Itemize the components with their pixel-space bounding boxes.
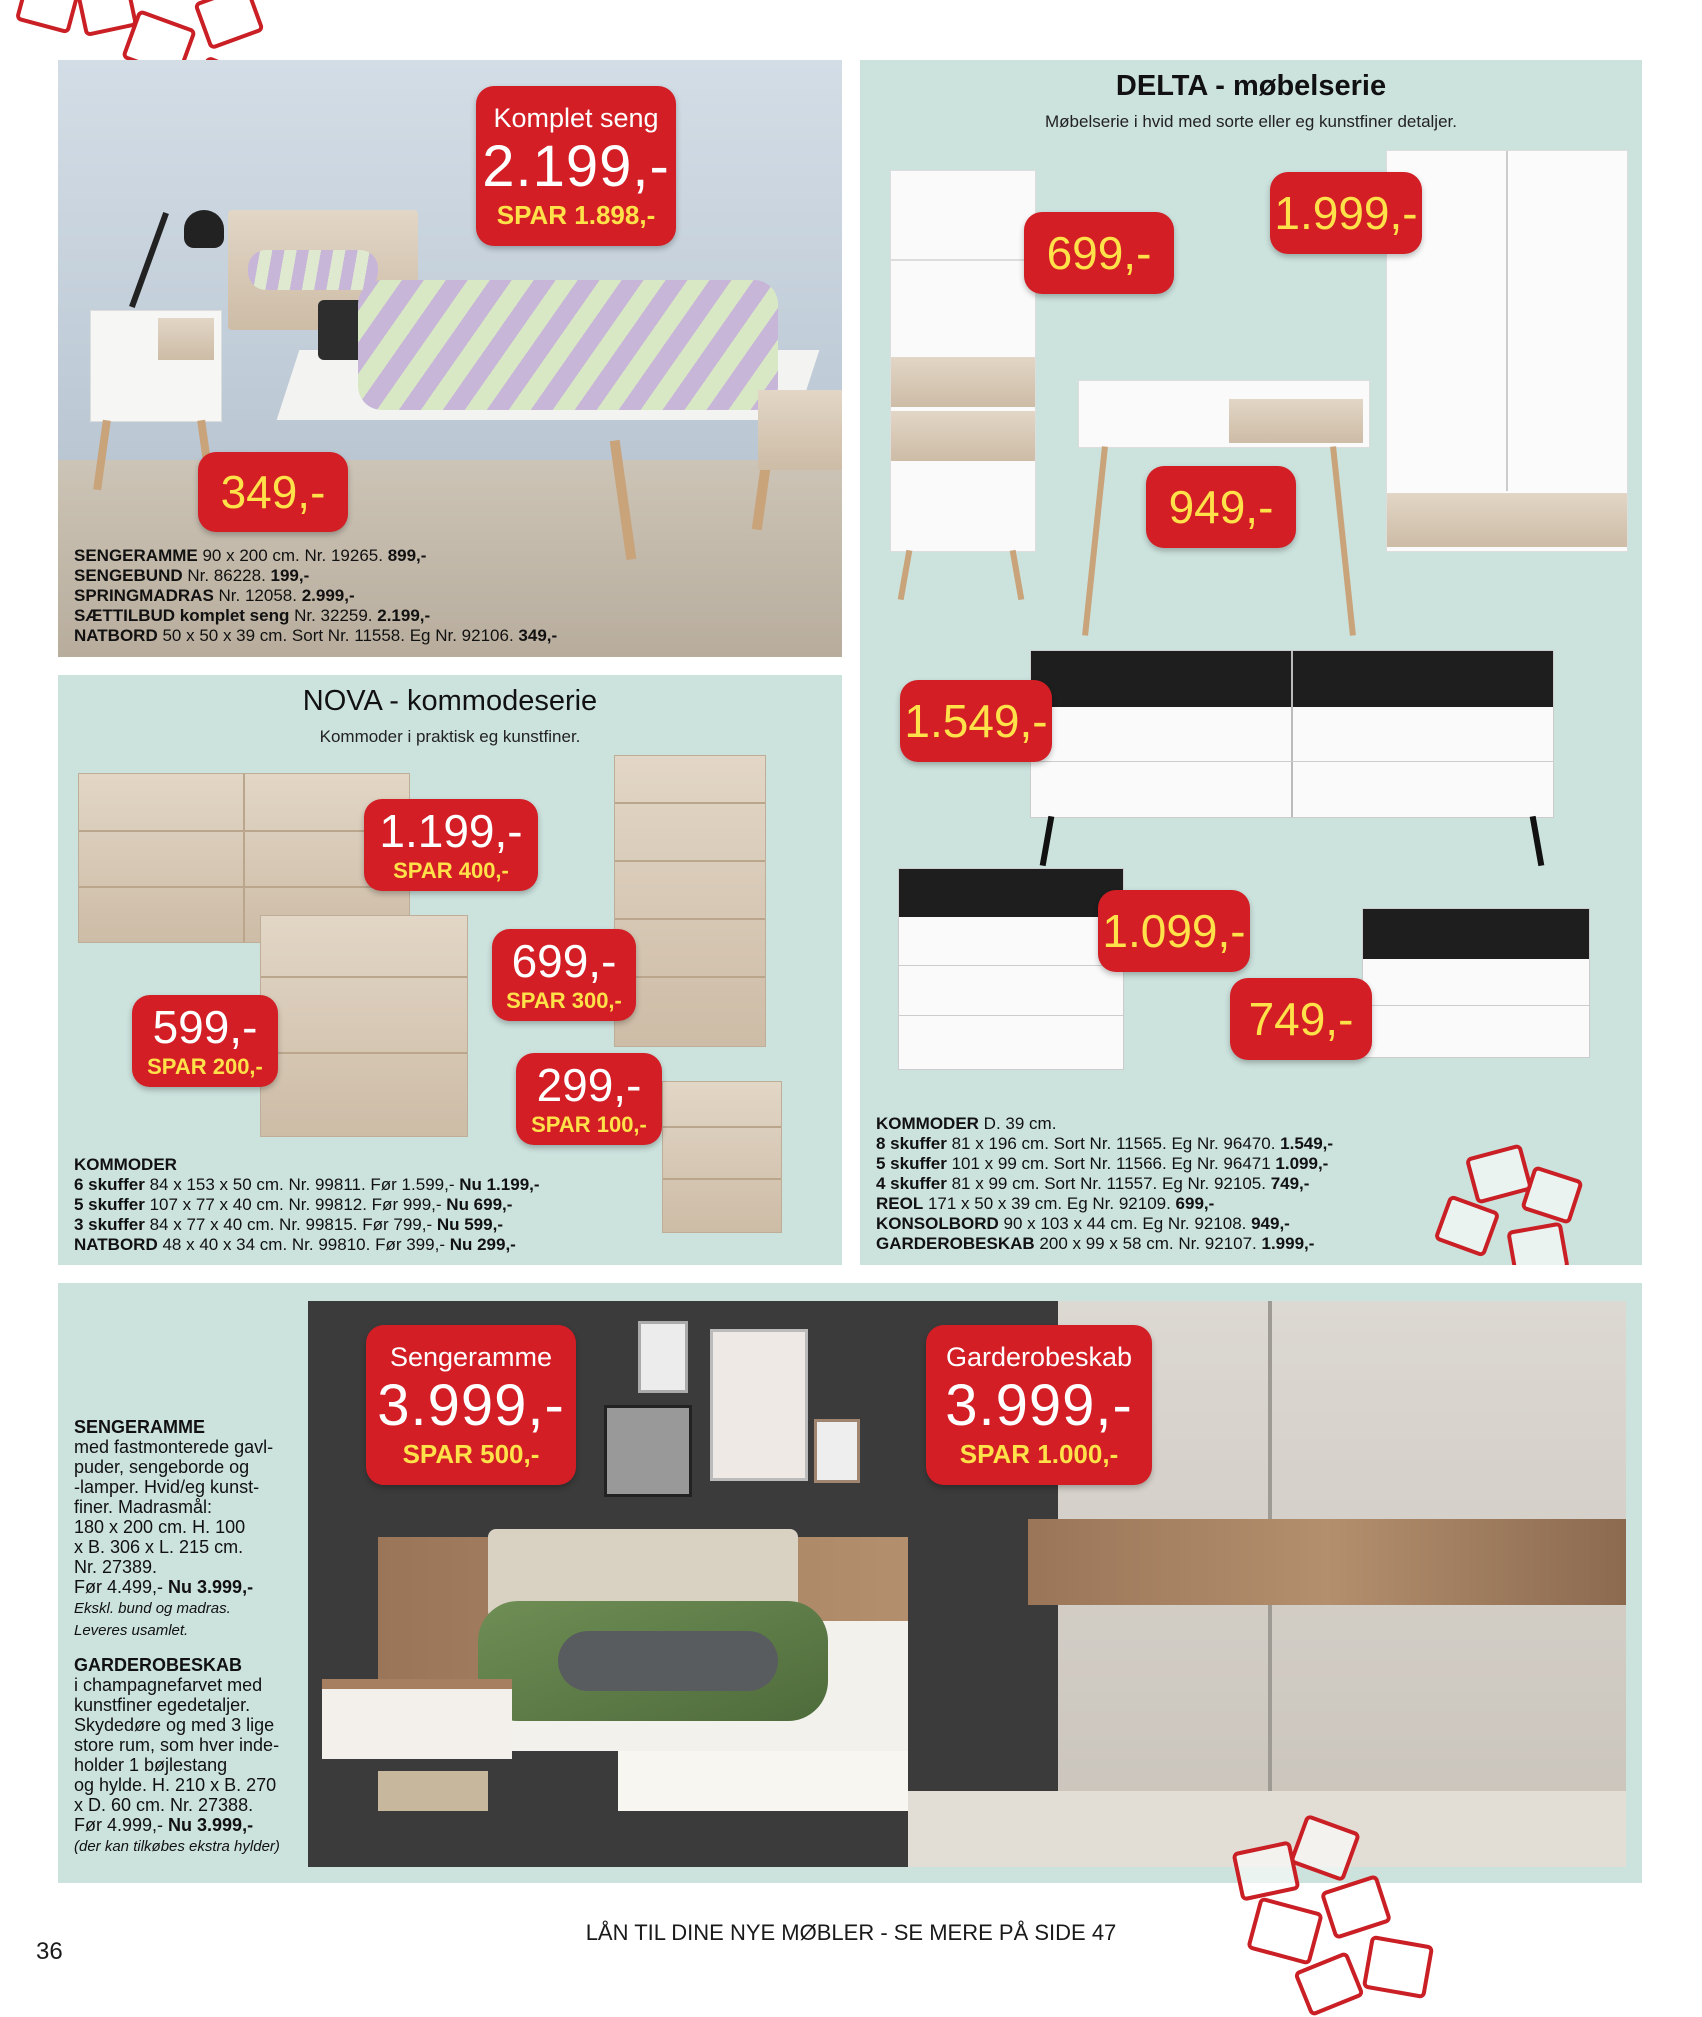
delta-specs: KOMMODER D. 39 cm. 8 skuffer 81 x 196 cm. Sort Nr. 11565. Eg Nr. 96470. 1.549,- 5 skuffer 101 x 99 cm. Sort Nr. 11566. Eg Nr. 96471 1.099,- 4 skuffer 81 x 99 cm. Sort Nr. 11557. Eg Nr. 92105. 749,- REOL 171 x 50 x 39 cm. Eg Nr. 92109. 699,- KONSOLBORD 90 x 103 x 44 cm. Eg Nr. 92108. 949,- GARDEROBESKAB 200 x 99 x 58 cm. Nr. 92107. 1.999,- xyxy=(876,1114,1334,1253)
tag-price: 699,- xyxy=(511,935,617,987)
bookcase-price-tag xyxy=(1024,212,1174,294)
spec-row: REOL 171 x 50 x 39 cm. Eg Nr. 92109. 699,- xyxy=(876,1194,1215,1213)
chest-5-drawers-image xyxy=(614,755,766,1047)
desk-price-tag xyxy=(1146,466,1296,548)
tag-price: 1.549,- xyxy=(904,695,1048,747)
chest-8-price-tag xyxy=(900,680,1052,762)
nova-specs xyxy=(74,1155,540,1255)
chest-5-price-tag xyxy=(1098,890,1250,972)
desk-image xyxy=(1078,380,1370,448)
bed-complete-price-tag xyxy=(476,86,676,246)
tag-price: 749,- xyxy=(1248,993,1354,1045)
tag-price: 599,- xyxy=(152,1001,258,1053)
spec-row: 5 skuffer 101 x 99 cm. Sort Nr. 11566. Eg Nr. 96471 1.099,- xyxy=(876,1154,1329,1173)
bed-panel xyxy=(58,60,842,657)
tag-price: 1.099,- xyxy=(1102,905,1246,957)
tag-price: 3.999,- xyxy=(945,1372,1133,1438)
tag-saving: SPAR 500,- xyxy=(402,1438,540,1469)
spec-row: NATBORD 48 x 40 x 34 cm. Nr. 99810. Før 399,- Nu 299,- xyxy=(74,1235,516,1254)
nova-5-drawers-price-tag xyxy=(492,929,636,1021)
tag-price: 3.999,- xyxy=(377,1372,565,1438)
spec-row: SPRINGMADRAS Nr. 12058. 2.999,- xyxy=(74,586,355,605)
nova-nightstand-price-tag xyxy=(516,1053,662,1145)
footer-text: LÅN TIL DINE NYE MØBLER - SE MERE PÅ SIDE 47 xyxy=(585,1920,1117,1945)
wardrobe-image xyxy=(1386,150,1628,552)
tag-price: 2.199,- xyxy=(482,133,670,199)
chest-3-drawers-image xyxy=(260,915,468,1137)
spec-row: GARDEROBESKAB 200 x 99 x 58 cm. Nr. 92107. 1.999,- xyxy=(876,1234,1315,1253)
spec-row: NATBORD 50 x 50 x 39 cm. Sort Nr. 11558. Eg Nr. 92106. 349,- xyxy=(74,626,558,645)
spec-row: SENGEBUND Nr. 86228. 199,- xyxy=(74,566,310,585)
bookcase-image xyxy=(890,170,1036,552)
nova-subtitle: Kommoder i praktisk eg kunstfiner. xyxy=(319,727,581,746)
tag-saving: SPAR 300,- xyxy=(506,988,622,1013)
delta-subtitle: Møbelserie i hvid med sorte eller eg kunstfiner detaljer. xyxy=(1045,112,1457,131)
wardrobe-big-price-tag xyxy=(926,1325,1152,1485)
spec-row: 6 skuffer 84 x 153 x 50 cm. Nr. 99811. Før 1.599,- Nu 1.199,- xyxy=(74,1175,540,1194)
tag-saving: SPAR 1.898,- xyxy=(496,199,656,230)
bedroom-panel xyxy=(58,1283,1642,1883)
bed-specs xyxy=(74,546,557,646)
nova-title: NOVA - kommodeserie xyxy=(302,685,598,717)
delta-title: DELTA - møbelserie xyxy=(1115,70,1387,102)
bed-frame-price-tag xyxy=(366,1325,576,1485)
spec-row: 3 skuffer 84 x 77 x 40 cm. Nr. 99815. Før 799,- Nu 599,- xyxy=(74,1215,503,1234)
nova-3-drawers-price-tag xyxy=(132,995,278,1087)
wardrobe-price-tag xyxy=(1270,172,1422,254)
wardrobe-title: GARDEROBESKAB xyxy=(74,1655,243,1675)
tag-price: 349,- xyxy=(220,466,326,518)
chest-8-drawers-image xyxy=(1030,650,1554,818)
delta-panel xyxy=(860,60,1642,1265)
tag-price: 1.199,- xyxy=(379,805,523,857)
spec-row: KONSOLBORD 90 x 103 x 44 cm. Eg Nr. 92108. 949,- xyxy=(876,1214,1290,1233)
tag-price: 699,- xyxy=(1046,227,1152,279)
tag-saving: SPAR 400,- xyxy=(393,858,509,883)
tag-price: 299,- xyxy=(536,1059,642,1111)
tag-saving: SPAR 1.000,- xyxy=(959,1438,1119,1469)
tag-label: Komplet seng xyxy=(493,102,659,133)
chest-4-drawers-image xyxy=(1362,908,1590,1058)
page-number: 36 xyxy=(36,1938,63,1965)
tag-saving: SPAR 200,- xyxy=(147,1054,263,1079)
tag-label: Garderobeskab xyxy=(945,1341,1133,1372)
chest-4-price-tag xyxy=(1230,978,1372,1060)
spec-row: SENGERAMME 90 x 200 cm. Nr. 19265. 899,- xyxy=(74,546,427,565)
tag-saving: SPAR 100,- xyxy=(531,1112,647,1137)
spec-row: 4 skuffer 81 x 99 cm. Sort Nr. 11557. Eg Nr. 92105. 749,- xyxy=(876,1174,1310,1193)
delta-specs-title: KOMMODER xyxy=(876,1114,979,1133)
tag-price: 949,- xyxy=(1168,481,1274,533)
bed-frame-title: SENGERAMME xyxy=(74,1417,206,1437)
chest-5-drawers-delta-image xyxy=(898,868,1124,1070)
tag-label: Sengeramme xyxy=(389,1341,553,1372)
wardrobe-description: GARDEROBESKAB i champagnefarvet med kunstfiner egedetaljer. Skydedøre og med 3 lige store rum, som hver inde- holder 1 bøjlestang og hylde. H. 210 x B. 270 x D. 60 cm. Nr. 27388. Før 4.999,- Nu 3.999,- (der kan tilkøbes ekstra hylder) xyxy=(74,1655,280,1855)
nightstand-price-tag xyxy=(198,452,348,532)
spec-row: 8 skuffer 81 x 196 cm. Sort Nr. 11565. Eg Nr. 96470. 1.549,- xyxy=(876,1134,1334,1153)
nova-panel xyxy=(58,675,842,1265)
bed-frame-description: SENGERAMME med fastmonterede gavl- puder, sengeborde og -lamper. Hvid/eg kunst- finer. Madrasmål: 180 x 200 cm. H. 100 x B. 306 x L. 215 cm. Nr. 27389. Før 4.499,- Nu 3.999,- Ekskl. bund og madras. Leveres usamlet. xyxy=(74,1417,274,1639)
nova-nightstand-image xyxy=(662,1081,782,1233)
spec-row: 5 skuffer 107 x 77 x 40 cm. Nr. 99812. Før 999,- Nu 699,- xyxy=(74,1195,513,1214)
nova-specs-title: KOMMODER xyxy=(74,1155,177,1174)
spec-row: SÆTTILBUD komplet seng Nr. 32259. 2.199,- xyxy=(74,606,431,625)
nova-6-drawers-price-tag xyxy=(364,799,538,891)
tag-price: 1.999,- xyxy=(1274,187,1418,239)
